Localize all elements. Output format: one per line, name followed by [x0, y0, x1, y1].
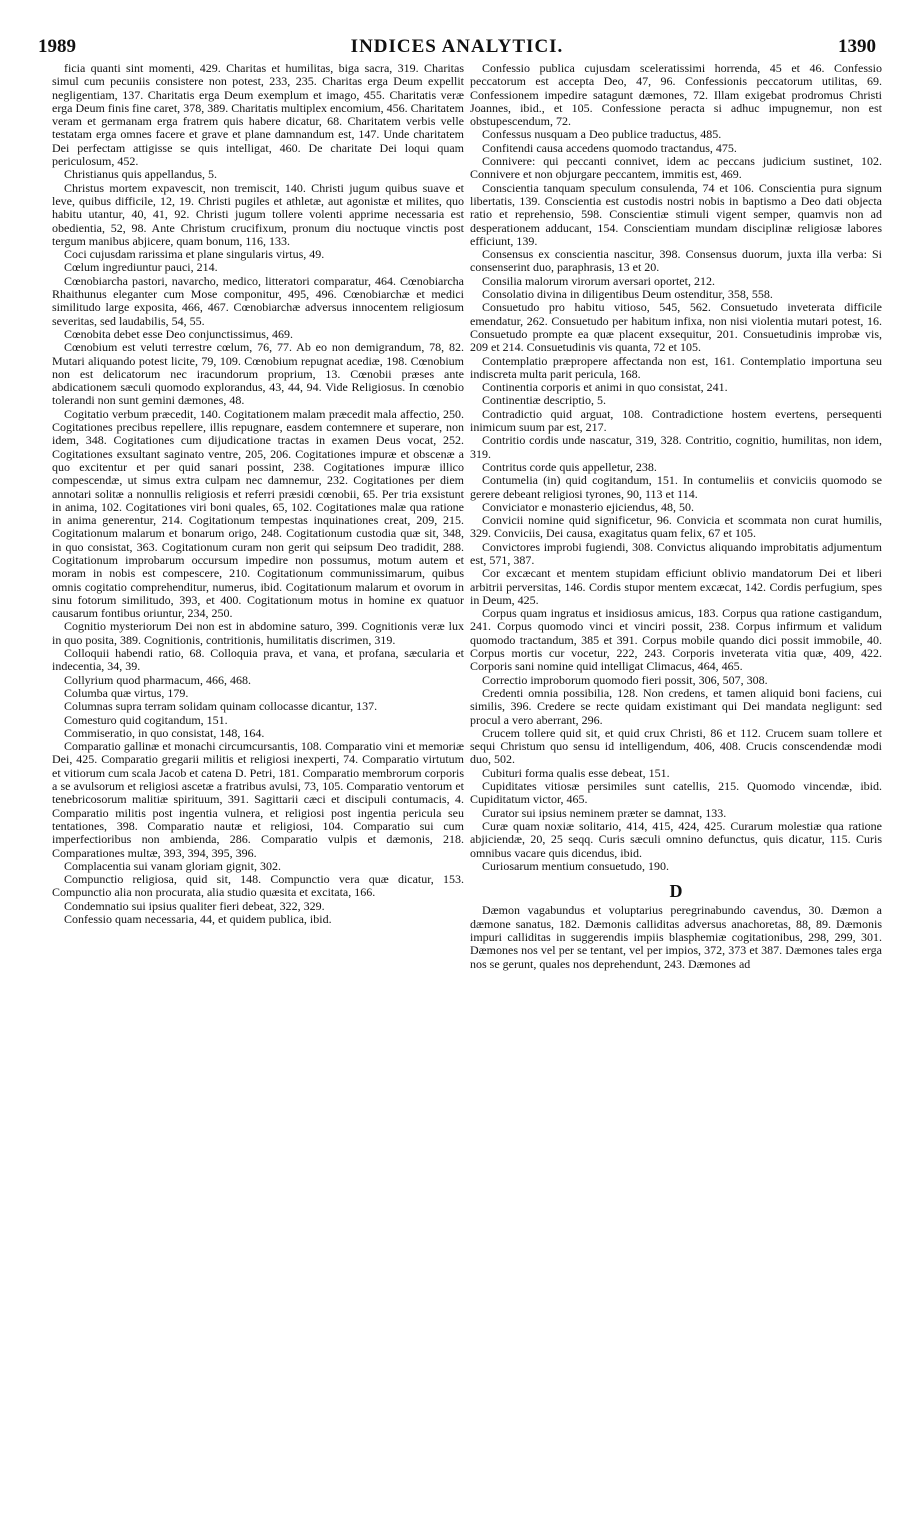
index-entry: Correctio improborum quomodo fieri possit, 306, 507, 308. — [482, 672, 768, 687]
index-entry: Columnas supra terram solidam quinam collocasse dicantur, 137. — [64, 699, 378, 714]
index-entry: Contumelia (in) quid cogitandum, 151. In contumeliis et conviciis quomodo se gerere debeant religiosi tyrones, 90, 113 et 114. — [470, 473, 882, 501]
index-entry: Christus mortem expavescit, non tremiscit, 140. Christi jugum quibus suave et leve, quibus difficile, 12, 19. Christi pugiles et athletæ, aut agonistæ et milites, quo habitu utantur, 40, 41, 92. Christi jugum tollere volenti apprime necessaria est obedientia, 52, 98. Ante Christum crucifixum, pronum diu noctuque vinctis post tergum manibus abjicere, quam bonum, 116, 133. — [52, 180, 464, 248]
page-header — [38, 36, 876, 58]
index-entry: Confessio quam necessaria, 44, et quidem publica, ibid. — [64, 912, 332, 926]
index-entry: Contradictio quid arguat, 108. Contradictione hostem evertens, persequenti inimicum suum par est, 217. — [470, 406, 882, 435]
index-entry: Cubituri forma qualis esse debeat, 151. — [482, 765, 670, 780]
index-entry: Dæmon vagabundus et voluptarius peregrinabundo cavendus, 30. Dæmon a dæmone sanatus, 182. Dæmonis calliditas adversus anachoretas, 88, 89. Dæmonis impuri calliditas in suggerendis impiis blasphemiæ cogitationibus, 298, 299, 301. Dæmones nos vel per se tentant, vel per impios, 372, 373 et 387. Dæmones tales erga nos se gerunt, quales nos deprehendunt, 243. Dæmones ad — [470, 903, 882, 971]
index-entry: Curator sui ipsius neminem præter se damnat, 133. — [482, 805, 727, 820]
index-entry: Contritus corde quis appelletur, 238. — [482, 459, 657, 474]
index-entry: Commiseratio, in quo consistat, 148, 164. — [64, 725, 265, 740]
index-entry: Cœlum ingrediuntur pauci, 214. — [64, 260, 218, 275]
index-entry: Consuetudo pro habitu vitioso, 545, 562. Consuetudo inveterata difficile emendatur, 262. Consuetudo per habitum infixa, non nisi violentia mutari potest, 16. Consuetudo prompte ea quæ placent exsequitur, 201. Consuetudinis improbæ vis, 209 et 214. Consuetudinis vis quanta, 72 et 105. — [470, 300, 882, 355]
index-entry: Conscientia tanquam speculum consulenda, 74 et 106. Conscientia pura signum libertatis, 139. Conscientia est custodis nostri nobis in baptismo a Deo dati objecta ratio et reprehensio, 598. Conscientiæ stimuli vigent semper, quamvis non ad desperationem adducant, 154. Conscientiam mundam disciplinæ religiosæ labores efficiunt, 139. — [470, 180, 882, 248]
index-entry: Consolatio divina in diligentibus Deum ostenditur, 358, 558. — [482, 287, 773, 302]
index-entry: Confessio publica cujusdam sceleratissimi horrenda, 45 et 46. Confessio peccatorum est accepta Deo, 47, 96. Confessionis peccatorum utilitas, 69. Confessionem impedire satagunt dæmones, 72. Illam exigebat prodromus Christi Joannes, ibid., et 105. Confessione peracta si adhuc impugnemur, non est obstupescendum, 72. — [470, 61, 882, 129]
index-entry: Continentia corporis et animi in quo consistat, 241. — [482, 380, 728, 395]
index-entry: Contemplatio præpropere affectanda non est, 161. Contemplatio importuna seu indiscreta multa parit pericula, 168. — [470, 353, 882, 381]
right-column-entries — [470, 62, 882, 873]
page-title: INDICES ANALYTICI. — [350, 36, 564, 57]
page-number-left: 1989 — [38, 36, 76, 57]
index-entry: Cœnobita debet esse Deo conjunctissimus, 469. — [64, 326, 293, 341]
index-entry: Consensus ex conscientia nascitur, 398. Consensus duorum, juxta illa verba: Si consenserint duo, paraphrasis, 13 et 20. — [470, 247, 882, 275]
index-entry: Compunctio religiosa, quid sit, 148. Compunctio vera quæ dicatur, 153. Compunctio alia non procurata, alia studio quæsita et excitata, 166. — [52, 872, 464, 900]
index-entry: Cœnobium est veluti terrestre cœlum, 76, 77. Ab eo non demigrandum, 78, 82. Mutari aliquando potest licite, 79, 109. Cœnobium repugnat acediæ, 198. Cœnobium non est delicatorum nec iracundorum proprium, 13. Cœnobii præses ante abdicationem sæculi quomodo explorandus, 43, 44, 94. Vide Religiosus. In cœnobio tolerandi non sunt gemini dæmones, 48. — [52, 340, 464, 408]
left-column — [52, 62, 464, 926]
index-entry: Convictores improbi fugiendi, 308. Convictus aliquando improbitatis adjumentum est, 571, 387. — [470, 539, 882, 567]
index-entry: ficia quanti sint momenti, 429. Charitas et humilitas, biga sacra, 319. Charitas simul cum pecuniis consistere non potest, 233, 235. Charitas erga Deum expellit negligentiam, 137. Charitatis erga Deum exemplum et imago, 455. Charitatis veræ erga Deum finis fine caret, 378, 389. Charitatis multiplex encomium, 456. Charitatem veram et germanam erga fratrem quis habere dicatur, 68. Charitatem verbis velle testatam erga omnes facere et grave et plane damnandum est, 147. Unde charitatem Dei perfectam attigisse se quis intelligat, 460. De charitate Dei loqui quam periculosum, 452. — [52, 61, 464, 169]
index-entry: Confessus nusquam a Deo publice traductus, 485. — [482, 127, 722, 142]
index-entry: Comparatio gallinæ et monachi circumcursantis, 108. Comparatio vini et memoriæ Dei, 425. Comparatio gregarii militis et religiosi inexperti, 74. Comparatio virtutum et vitiorum cum scala Jacob et catena D. Petri, 181. Comparatio membrorum corporis a se avulsorum et religiosi ascetæ a fratribus avulsi, 73, 105. Comparatio ventorum et tenebricosorum malitiæ spirituum, 391. Sagittarii cæci et discipuli contumacis, 4. Comparatio militis post ingentia vulnera, et religiosi post ingentia pericula seu tentationes, 398. Comparatio nautæ et religiosi, 104. Comparatio sui cum imperfectioribus non ambienda, 286. Comparatio vulpis et dæmonis, 218. Comparationes multæ, 393, 394, 395, 396. — [52, 739, 464, 860]
index-entry: Complacentia sui vanam gloriam gignit, 302. — [64, 858, 281, 873]
index-entry: Corpus quam ingratus et insidiosus amicus, 183. Corpus qua ratione castigandum, 241. Corpus quomodo vinci et vinciri possit, 238. Corpus infirmum et validum quomodo tractandum, 385 et 391. Corpus mobile quando dici possit immobile, 40. Corpus mortis cur vocetur, 222, 243. Corporis inveterata vitia quæ, 409, 422. Corporis sani nomine quid intelligat Climacus, 464, 465. — [470, 606, 882, 674]
right-column — [470, 62, 882, 971]
section-letter-heading: D — [669, 881, 683, 902]
index-entry: Consilia malorum virorum aversari oportet, 212. — [482, 273, 715, 288]
index-entry: Cupiditates vitiosæ persimiles sunt catellis, 215. Quomodo vincendæ, ibid. Cupiditatum victor, 465. — [470, 779, 882, 807]
page-number-right: 1390 — [838, 36, 876, 57]
index-entry: Christianus quis appellandus, 5. — [64, 167, 217, 182]
index-entry: Cor excæcant et mentem stupidam efficiunt oblivio mandatorum Dei et liberi arbitrii perversitas, 146. Cordis stupor mentem excæcat, 142. Cordis perfugium, spes in Deum, 425. — [470, 566, 882, 607]
index-entry: Columba quæ virtus, 179. — [64, 685, 189, 700]
index-entry: Curæ quam noxiæ solitario, 414, 415, 424, 425. Curarum molestiæ qua ratione abjiciendæ, 20, 25 seqq. Curis sæculi omnino defunctus, quis dicatur, 115. Curis omnibus vacare quis dicendus, ibid. — [470, 818, 882, 860]
index-entry: Continentiæ descriptio, 5. — [482, 393, 606, 408]
index-entry: Credenti omnia possibilia, 128. Non credens, et tamen aliquid boni faciens, cui similis, 396. Credere se recte quidam existimant qui Dei mandata negligunt: sed procul a vero aberrant, 296. — [470, 685, 882, 727]
index-entry: Curiosarum mentium consuetudo, 190. — [482, 858, 669, 873]
index-entry: Condemnatio sui ipsius qualiter fieri debeat, 322, 329. — [64, 898, 325, 913]
index-entry: Colloquii habendi ratio, 68. Colloquia prava, et vana, et profana, sæcularia et indecentia, 34, 39. — [52, 646, 464, 674]
section-d-entries — [470, 904, 882, 970]
index-entry: Crucem tollere quid sit, et quid crux Christi, 86 et 112. Crucem suam tollere et sequi Christum quo sensu id intelligendum, 406, 408. Crucis conscendendæ modi duo, 502. — [470, 725, 882, 767]
index-entry: Cogitatio verbum præcedit, 140. Cogitationem malam præcedit mala affectio, 250. Cogitationes precibus repellere, illis repugnare, easdem contemnere et superare, non idem, 348. Cogitationes cum dijudicatione tractas in examen Deus vocat, 252. Cogitationes exsultant saginato ventre, 205, 206. Cogitationes impuræ et obscenæ a quo excitentur et per quid sanari possint, 238. Cogitationes impuræ illico compescendæ, ut simus extra culpam nec damnemur, 232. Cogitationes per diem annotari solitæ a nonnullis religiosis et referri præsidi cœnobii, 65. Per tria exsistunt in anima, 102. Cogitationes viri boni quales, 65, 102. Cogitationes malæ qua ratione in anima generentur, 214. Cogitationum tempestas inquinationes creat, 209, 215. Cogitationum malarum et bonarum origo, 248. Cogitationum custodia quæ sit, 348, in quo consistat, 363. Cogitationum curam non gerit qui seipsum Deo tradidit, 288. Cogitationum improbarum occursum impedire non possumus, motum autem et moram in nobis est compescere, 210. Cogitationum communissimarum, quibus omnis cogitatio comprehenditur, numerus, ibid. Cogitationum malarum et ovorum in sinu fotorum similitudo, 393, et 400. Cogitationum motus in homine ex quatuor causarum fontibus oriuntur, 234, 250. — [52, 406, 464, 621]
index-entry: Conviciator e monasterio ejiciendus, 48, 50. — [482, 499, 694, 514]
index-entry: Contritio cordis unde nascatur, 319, 328. Contritio, cognitio, humilitas, non idem, 319. — [470, 433, 882, 461]
index-entry: Cœnobiarcha pastori, navarcho, medico, litteratori comparatur, 464. Cœnobiarcha Rhaithunus eleganter cum Mose componitur, 495, 496. Cœnobiarchæ et medici similitudo large exposita, 466, 467. Cœnobiarchæ adversus innocentem religiosum severitas, sed laudabilis, 54, 55. — [52, 273, 464, 328]
index-entry: Coci cujusdam rarissima et plane singularis virtus, 49. — [64, 247, 325, 262]
index-entry: Cognitio mysteriorum Dei non est in abdomine saturo, 399. Cognitionis veræ lux in quo posita, 389. Cognitionis, contritionis, humilitatis discrimen, 319. — [52, 619, 464, 647]
index-entry: Collyrium quod pharmacum, 466, 468. — [64, 672, 251, 687]
index-entry: Comesturo quid cogitandum, 151. — [64, 712, 228, 727]
index-entry: Connivere: qui peccanti connivet, idem ac peccans judicium sustinet, 102. Connivere et non objurgare peccantem, immitis est, 469. — [470, 154, 882, 182]
index-entry: Convicii nomine quid significetur, 96. Convicia et scommata non curat humilis, 329. Conviciis, Dei causa, exagitatus quam felix, 67 et 105. — [470, 513, 882, 541]
index-entry: Confitendi causa accedens quomodo tractandus, 475. — [482, 140, 737, 155]
